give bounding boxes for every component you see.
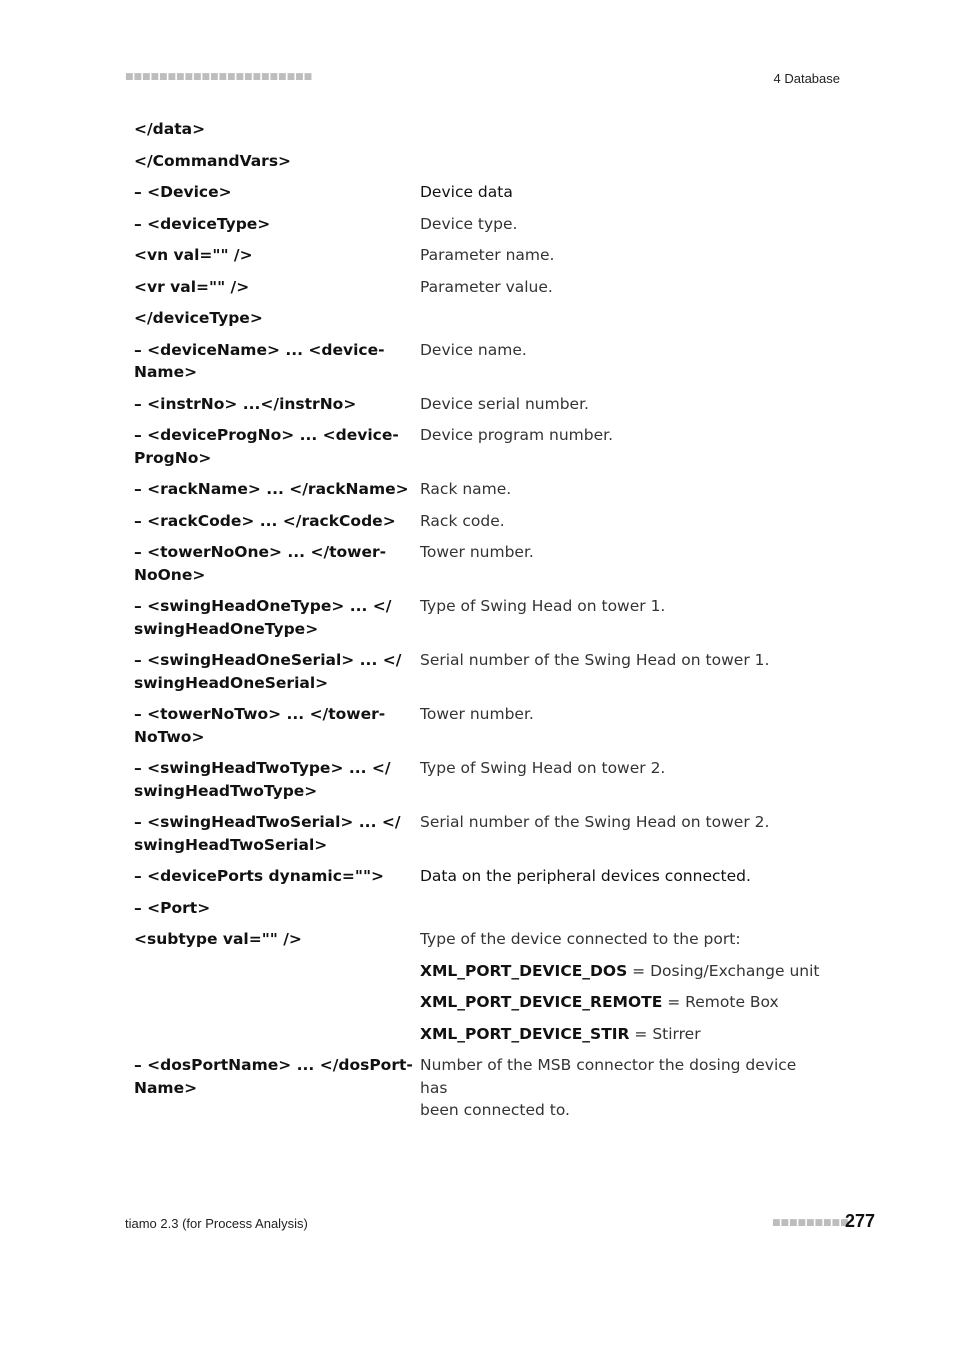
table-row [134, 1023, 824, 1046]
element-description: Data on the peripheral devices connected. [420, 867, 751, 885]
xml-element: – <towerNoTwo> ... </tower- NoTwo> [134, 705, 386, 746]
element-description: Number of the MSB connector the dosing device has been connected to. [420, 1056, 797, 1119]
table-row [134, 960, 824, 983]
element-description: Tower number. [420, 543, 534, 561]
element-description: Type of Swing Head on tower 1. [420, 597, 666, 615]
table-row [134, 991, 824, 1014]
xml-element: – <Port> [134, 898, 211, 917]
definition-table [134, 118, 824, 1131]
table-row [134, 393, 824, 416]
table-row [134, 510, 824, 533]
element-description: Type of the device connected to the port: [420, 930, 741, 948]
table-row [134, 339, 824, 384]
element-description: Device data [420, 183, 513, 201]
table-row [134, 478, 824, 501]
xml-element: – <devicePorts dynamic=""> [134, 867, 385, 885]
subtype-option [420, 991, 824, 1014]
xml-element: – <swingHeadOneType> ... </ swingHeadOneType> [134, 597, 392, 638]
element-description: Parameter name. [420, 246, 555, 264]
xml-element: – <instrNo> ...</instrNo> [134, 394, 357, 413]
option-value: = Dosing/Exchange unit [627, 961, 820, 980]
xml-element: </data> [134, 120, 206, 138]
xml-element: – <deviceName> ... <device- Name> [134, 340, 385, 381]
table-row [134, 118, 824, 141]
xml-element: – <dosPortName> ... </dosPort- Name> [134, 1056, 413, 1097]
subtype-option [420, 1023, 824, 1046]
element-description: Serial number of the Swing Head on tower 2. [420, 813, 770, 831]
element-description: Device serial number. [420, 394, 589, 413]
xml-element: – <rackCode> ... </rackCode> [134, 511, 396, 530]
xml-element: – <deviceProgNo> ... <device- ProgNo> [134, 426, 399, 467]
element-description: Rack code. [420, 511, 505, 530]
table-row [134, 928, 824, 951]
header-decoration: ■■■■■■■■■■■■■■■■■■■■■■ [125, 72, 313, 82]
table-row [134, 649, 824, 694]
table-row [134, 244, 824, 267]
option-key: XML_PORT_DEVICE_REMOTE [420, 993, 663, 1011]
chapter-title: 4 Database [773, 71, 840, 86]
table-row [134, 811, 824, 856]
xml-element: </CommandVars> [134, 151, 292, 170]
xml-element: – <Device> [134, 183, 232, 201]
element-description: Type of Swing Head on tower 2. [420, 759, 666, 777]
xml-element: – <towerNoOne> ... </tower- NoOne> [134, 543, 387, 584]
element-description: Tower number. [420, 705, 534, 723]
element-description: Device name. [420, 340, 527, 359]
xml-element: <vn val="" /> [134, 246, 253, 264]
table-row [134, 865, 824, 888]
xml-element: – <swingHeadTwoSerial> ... </ swingHeadTwoSerial> [134, 813, 401, 854]
table-row [134, 150, 824, 173]
footer-decoration: ■■■■■■■■■ [772, 1218, 849, 1228]
table-row [134, 181, 824, 204]
option-key: XML_PORT_DEVICE_STIR [420, 1024, 630, 1043]
table-row [134, 1054, 824, 1122]
xml-element: – <rackName> ... </rackName> [134, 480, 409, 498]
element-description: Device type. [420, 214, 518, 233]
element-description: Serial number of the Swing Head on tower 1. [420, 651, 770, 669]
option-key: XML_PORT_DEVICE_DOS [420, 961, 628, 980]
xml-element: – <swingHeadOneSerial> ... </ swingHeadOneSerial> [134, 651, 402, 692]
element-description: Parameter value. [420, 277, 553, 296]
element-description: Rack name. [420, 480, 512, 498]
page-number: 277 [845, 1211, 876, 1231]
table-row [134, 276, 824, 299]
subtype-option [420, 960, 824, 983]
footer-product: tiamo 2.3 (for Process Analysis) [125, 1216, 308, 1231]
xml-element: – <swingHeadTwoType> ... </ swingHeadTwoType> [134, 759, 391, 800]
table-row [134, 757, 824, 802]
table-row [134, 213, 824, 236]
xml-element: </deviceType> [134, 309, 263, 327]
xml-element: – <deviceType> [134, 214, 271, 233]
table-row [134, 897, 824, 920]
option-value: = Stirrer [629, 1024, 701, 1043]
xml-element: <subtype val="" /> [134, 930, 302, 948]
element-description: Device program number. [420, 426, 614, 444]
table-row [134, 541, 824, 586]
xml-element: <vr val="" /> [134, 277, 250, 296]
table-row [134, 595, 824, 640]
table-row [134, 424, 824, 469]
table-row [134, 703, 824, 748]
option-value: = Remote Box [662, 993, 779, 1011]
table-row [134, 307, 824, 330]
